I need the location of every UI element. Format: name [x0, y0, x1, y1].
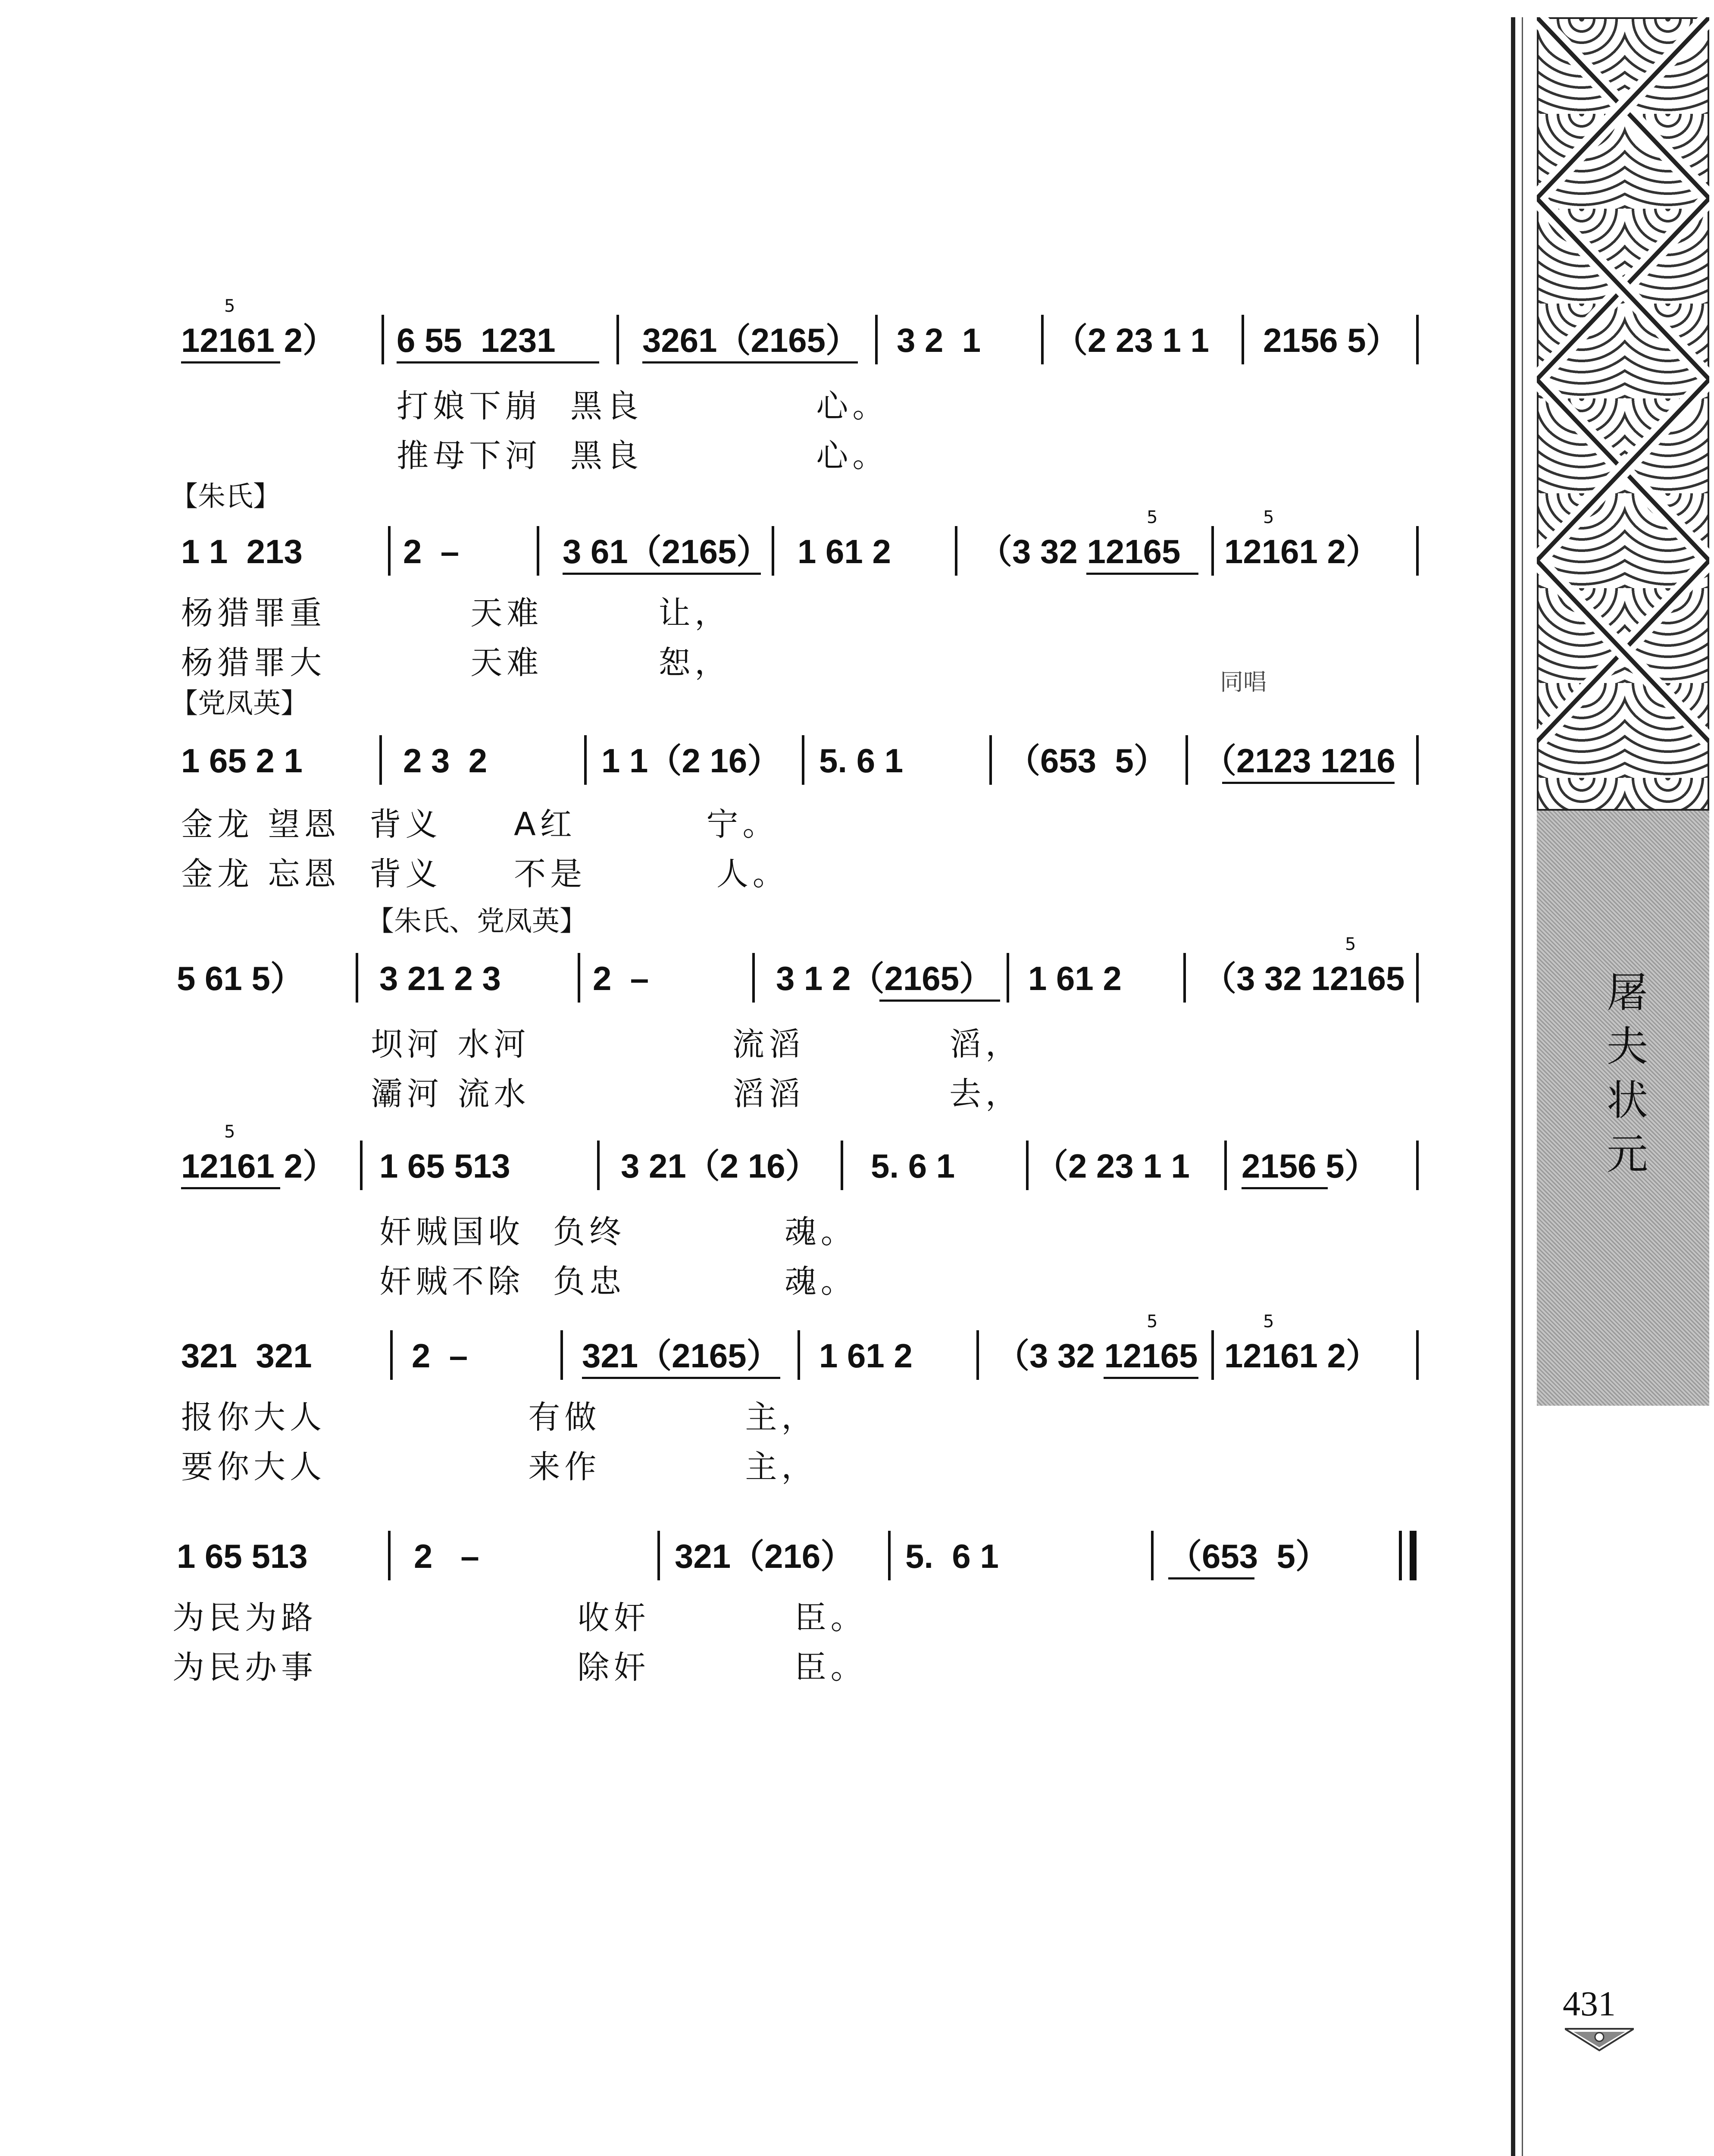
tuplet-mark: 5 — [1263, 1312, 1274, 1332]
beam-underline — [1086, 573, 1198, 575]
notation-segment: 2156 5） — [1263, 321, 1400, 359]
notation-segment: 12161 2） — [181, 321, 336, 359]
notation-segment: 321（2165） — [582, 1337, 780, 1375]
barline — [802, 735, 804, 785]
notation-segment: 3 21（2 16） — [621, 1147, 819, 1185]
opera-title: 屠夫状元 — [1607, 968, 1648, 1178]
beam-underline — [879, 1000, 1000, 1002]
notation-segment: 12161 2） — [181, 1147, 336, 1185]
role-label-zhu: 【朱氏】 — [170, 481, 281, 513]
barline — [597, 1141, 600, 1190]
notation-segment: 6 55 1231 — [397, 321, 556, 359]
barline — [1183, 953, 1186, 1003]
notation-segment: （2123 1216 — [1203, 742, 1395, 780]
page-edge-rule — [1511, 17, 1515, 2156]
barline — [752, 953, 755, 1003]
lyric-line: 打娘下崩 黑良 心。 — [397, 388, 889, 425]
beam-underline — [582, 1377, 780, 1379]
page-edge-rule-thin — [1522, 17, 1523, 2156]
beam-underline — [1168, 1577, 1254, 1579]
beam-underline — [1222, 782, 1395, 784]
role-label-dang: 【党凤英】 — [170, 688, 308, 720]
barline — [382, 315, 384, 364]
lyric-line: 要你大人 来作 主， — [181, 1448, 818, 1485]
final-barline-thick — [1410, 1531, 1417, 1580]
notation-segment: （653 5） — [1007, 742, 1167, 780]
notation-segment: （2 23 1 1 — [1054, 321, 1209, 359]
page-number: 431 — [1563, 1984, 1616, 2023]
notation-segment: 321 321 — [181, 1337, 312, 1375]
barline — [1211, 1330, 1214, 1380]
notation-segment: 1 65 2 1 — [181, 742, 303, 780]
notation-segment: 3 21 2 3 — [379, 959, 501, 997]
barline — [841, 1141, 843, 1190]
barline — [772, 526, 774, 576]
lyric-line: 杨猎罪大 天难 恕， — [181, 644, 731, 681]
barline — [1416, 1141, 1419, 1190]
barline — [1026, 1141, 1029, 1190]
notation-segment: 2 – — [414, 1537, 479, 1575]
notation-segment: 1 1 213 — [181, 533, 303, 570]
barline — [1151, 1531, 1154, 1580]
notation-segment: （2 23 1 1 — [1035, 1147, 1190, 1185]
barline — [388, 526, 391, 576]
page-flourish-icon — [1565, 2027, 1634, 2053]
barline — [388, 1531, 391, 1580]
chorus-label: 同唱 — [1220, 668, 1267, 696]
barline — [1224, 1141, 1227, 1190]
barline — [584, 735, 587, 785]
tuplet-mark: 5 — [1263, 508, 1274, 527]
notation-segment: 1 65 513 — [177, 1537, 308, 1575]
notation-segment: 2 3 2 — [403, 742, 488, 780]
barline — [616, 315, 619, 364]
barline — [1242, 315, 1244, 364]
zigzag-ornament-icon — [1537, 17, 1709, 811]
barline — [560, 1330, 563, 1380]
barline — [390, 1330, 393, 1380]
notation-segment: （653 5） — [1168, 1537, 1329, 1575]
notation-segment: （3 32 12165 — [1203, 959, 1405, 997]
notation-segment: 5. 6 1 — [871, 1147, 955, 1185]
notation-segment: 3 1 2（2165） — [776, 959, 993, 997]
notation-segment: 2156 5） — [1242, 1147, 1378, 1185]
lyric-line: 金龙 望恩 背义 A红 宁。 — [181, 806, 779, 843]
notation-segment: 12161 2） — [1224, 533, 1379, 570]
barline — [955, 526, 957, 576]
notation-segment: 1 61 2 — [798, 533, 891, 570]
barline — [888, 1531, 891, 1580]
notation-segment: 5. 6 1 — [905, 1537, 999, 1575]
barline — [798, 1330, 800, 1380]
barline — [578, 953, 580, 1003]
tuplet-mark: 5 — [224, 1122, 235, 1142]
lyric-line: 奸贼国收 负终 魂。 — [379, 1213, 857, 1250]
barline — [1007, 953, 1009, 1003]
lyric-line: 为民办事 除奸 臣。 — [172, 1649, 867, 1686]
notation-segment: 2 – — [412, 1337, 468, 1375]
lyric-line: 报你大人 有做 主， — [181, 1399, 818, 1436]
barline — [1416, 526, 1419, 576]
notation-segment: 3261（2165） — [642, 321, 860, 359]
barline — [360, 1141, 363, 1190]
lyric-line: 灞河 流水 滔滔 去， — [371, 1075, 1022, 1112]
barline — [1211, 526, 1214, 576]
notation-segment: 321（216） — [675, 1537, 854, 1575]
tuplet-mark: 5 — [1345, 934, 1356, 954]
notation-segment: 5. 6 1 — [819, 742, 904, 780]
beam-underline — [181, 1187, 280, 1189]
barline — [1416, 735, 1419, 785]
tuplet-mark: 5 — [224, 296, 235, 316]
lyric-line: 推母下河 黑良 心。 — [397, 437, 889, 474]
barline — [1416, 1330, 1419, 1380]
notation-segment: 3 61（2165） — [563, 533, 770, 570]
beam-underline — [563, 573, 761, 575]
barline — [875, 315, 878, 364]
barline — [1041, 315, 1044, 364]
lyric-line: 金龙 忘恩 背义 不是 人。 — [181, 856, 789, 893]
barline — [379, 735, 382, 785]
lyric-line: 坝河 水河 流滔 滔， — [371, 1026, 1022, 1063]
barline — [356, 953, 358, 1003]
notation-segment: 1 1（2 16） — [601, 742, 781, 780]
barline — [657, 1531, 660, 1580]
notation-segment: 1 61 2 — [819, 1337, 913, 1375]
notation-segment: （3 32 12165 — [979, 533, 1181, 570]
notation-segment: 2 – — [403, 533, 460, 570]
beam-underline — [1242, 1187, 1328, 1189]
notation-segment: （3 32 12165 — [996, 1337, 1198, 1375]
lyric-line: 奸贼不除 负忠 魂。 — [379, 1263, 857, 1300]
tuplet-mark: 5 — [1147, 1312, 1158, 1332]
beam-underline — [181, 361, 280, 364]
lyric-line: 为民为路 收奸 臣。 — [172, 1599, 867, 1636]
lyric-line: 杨猎罪重 天难 让， — [181, 595, 731, 632]
notation-segment: 5 61 5） — [177, 959, 304, 997]
final-barline-thin — [1399, 1531, 1402, 1580]
notation-segment: 2 – — [593, 959, 649, 997]
barline — [976, 1330, 979, 1380]
notation-segment: 1 61 2 — [1028, 959, 1122, 997]
notation-segment: 1 65 513 — [379, 1147, 510, 1185]
role-label-both: 【朱氏、党凤英】 — [366, 906, 587, 937]
tuplet-mark: 5 — [1147, 508, 1158, 527]
barline — [1185, 735, 1188, 785]
barline — [989, 735, 992, 785]
notation-segment: 12161 2） — [1224, 1337, 1379, 1375]
barline — [537, 526, 539, 576]
barline — [1416, 315, 1419, 364]
barline — [1416, 953, 1419, 1003]
notation-segment: 3 2 1 — [897, 321, 981, 359]
beam-underline — [1104, 1377, 1198, 1379]
beam-underline — [397, 361, 599, 364]
beam-underline — [642, 361, 858, 364]
